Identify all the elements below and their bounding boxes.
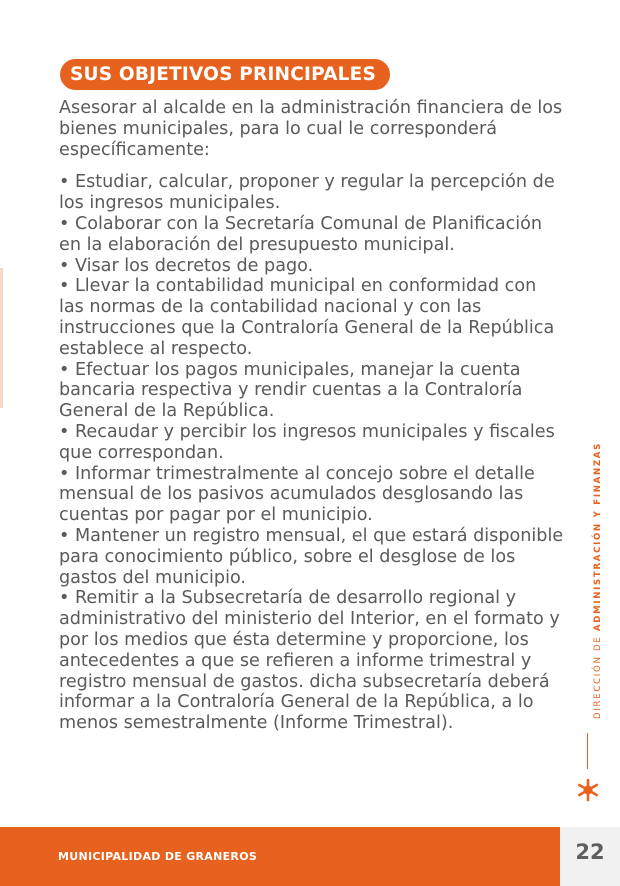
edge-decoration bbox=[0, 268, 3, 408]
page-number: 22 bbox=[575, 840, 605, 864]
list-item: • Estudiar, calcular, proponer y regular la percepción de los ingresos municipales. bbox=[59, 172, 555, 214]
list-item: • Remitir a la Subsecretaría de desarrollo regional y administrativo del ministerio del Interior, en el formato y por los medios que ésta determine y proporcione, los antecedentes a que se refieren a informe trimestral y registro mensual de gastos. dicha subsecretaría deberá informar a la Contraloría General de la República, a lo menos semestralmente (Informe Trimestral). bbox=[59, 588, 560, 734]
list-item: • Mantener un registro mensual, el que estará disponible para conocimiento público, sobre el desglose de los gastos del municipio. bbox=[59, 525, 564, 588]
side-label-prefix: DIRECCIÓN DE bbox=[593, 631, 603, 719]
objectives-list bbox=[59, 172, 564, 734]
list-item: • Efectuar los pagos municipales, manejar la cuenta bancaria respectiva y rendir cuentas a la Contraloría General de la República. bbox=[59, 359, 523, 422]
list-item: • Recaudar y percibir los ingresos municipales y fiscales que correspondan. bbox=[59, 421, 555, 463]
footer-org: MUNICIPALIDAD DE GRANEROS bbox=[58, 850, 258, 863]
list-item: • Informar trimestralmente al concejo sobre el detalle mensual de los pasivos acumulados desglosando las cuentas por pagar por el municipio. bbox=[59, 463, 535, 526]
list-item: • Visar los decretos de pago. bbox=[59, 255, 314, 276]
list-item: • Colaborar con la Secretaría Comunal de Planificación en la elaboración del presupuesto municipal. bbox=[59, 213, 543, 255]
list-item: • Llevar la contabilidad municipal en conformidad con las normas de la contabilidad nacional y con las instrucciones que la Contraloría General de la República establece al respecto. bbox=[59, 276, 555, 359]
side-divider bbox=[587, 733, 588, 769]
side-section-label bbox=[593, 442, 603, 719]
section-heading: SUS OBJETIVOS PRINCIPALES bbox=[60, 59, 390, 90]
star-icon bbox=[576, 778, 600, 802]
content-body bbox=[59, 98, 564, 734]
side-label-strong: ADMINISTRACIÓN Y FINANZAS bbox=[593, 441, 603, 632]
intro-paragraph: Asesorar al alcalde en la administración financiera de los bienes municipales, para lo cual le corresponderá específicamente: bbox=[59, 98, 563, 160]
